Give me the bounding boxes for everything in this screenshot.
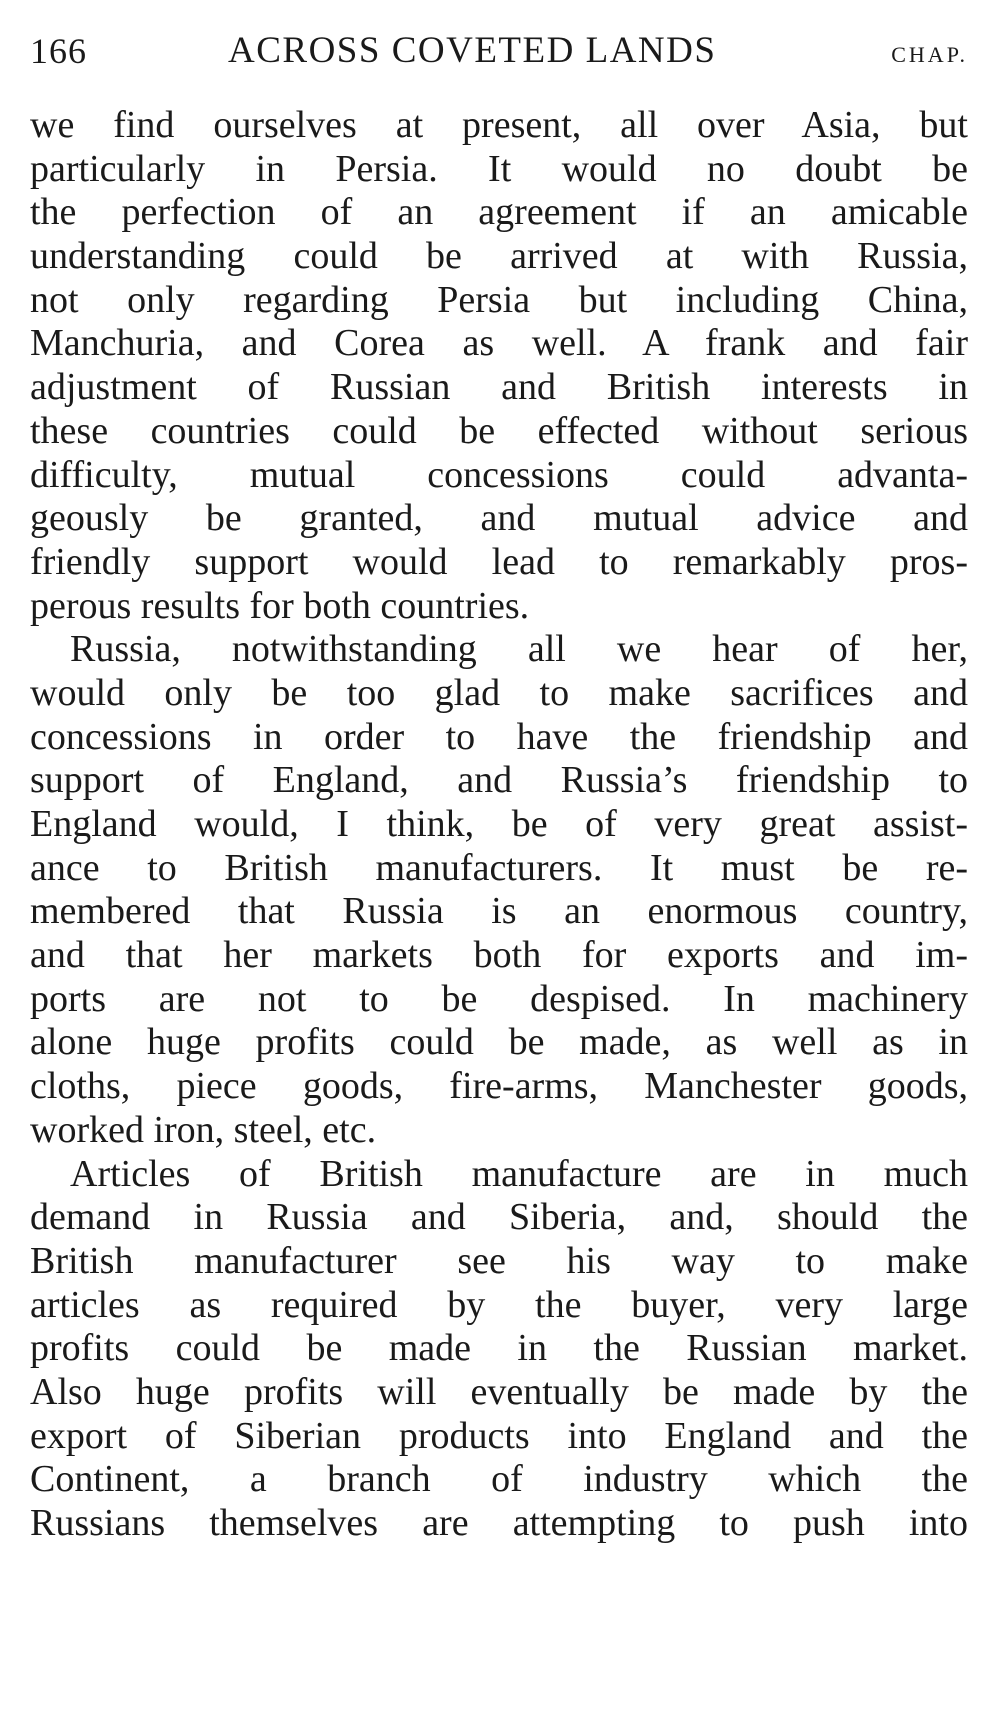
text-line: these countries could be effected without serious [30,409,968,452]
chapter-abbrev: CHAP. [891,42,968,67]
text-line: concessions in order to have the friendship and [30,715,968,758]
text-line: perous results for both countries. [30,584,530,627]
running-head [30,26,968,76]
text-line: demand in Russia and Siberia, and, should the [30,1196,968,1239]
paragraph [30,628,968,1152]
text-line: we find ourselves at present, all over Asia, but [30,104,968,146]
book-title: ACROSS COVETED LANDS [228,30,717,71]
text-line: adjustment of Russian and British interests in [30,366,968,409]
text-line: membered that Russia is an enormous country, [30,890,968,933]
text-line: cloths, piece goods, fire-arms, Manchester goods, [30,1065,968,1108]
text-line: England would, I think, be of very great assist- [30,803,968,845]
text-line: export of Siberian products into England and the [30,1414,968,1457]
text-line: support of England, and Russia’s friendship to [30,759,968,802]
page-number: 166 [30,31,87,71]
text-line: Also huge profits will eventually be made by the [30,1370,968,1413]
text-line: British manufacturer see his way to make [30,1239,968,1282]
body-text [30,104,968,1546]
text-line: Manchuria, and Corea as well. A frank and fair [30,322,968,365]
text-line: would only be too glad to make sacrifices and [30,671,968,714]
text-line: ance to British manufacturers. It must be re- [30,846,968,889]
text-line: the perfection of an agreement if an amicable [30,191,968,234]
text-line: alone huge profits could be made, as well as in [30,1021,968,1064]
text-line: particularly in Persia. It would no doubt be [30,147,968,190]
text-line: Russia, notwithstanding all we hear of her, [70,628,968,671]
paragraph [30,1153,968,1546]
text-line: worked iron, steel, etc. [30,1108,377,1151]
text-line: not only regarding Persia but including China, [30,278,968,321]
text-line: Continent, a branch of industry which the [30,1458,968,1501]
text-line: profits could be made in the Russian market. [30,1327,968,1370]
text-line: difficulty, mutual concessions could advanta- [30,453,968,496]
paragraph [30,104,968,628]
text-line: Russians themselves are attempting to push into [30,1502,968,1544]
text-line: and that her markets both for exports and im- [30,934,968,977]
text-line: friendly support would lead to remarkably pros- [30,540,968,583]
text-line: Articles of British manufacture are in much [70,1152,968,1195]
text-line: articles as required by the buyer, very large [30,1283,968,1326]
text-line: ports are not to be despised. In machinery [30,977,968,1020]
text-line: understanding could be arrived at with Russia, [30,235,968,278]
text-line: geously be granted, and mutual advice and [30,497,968,540]
